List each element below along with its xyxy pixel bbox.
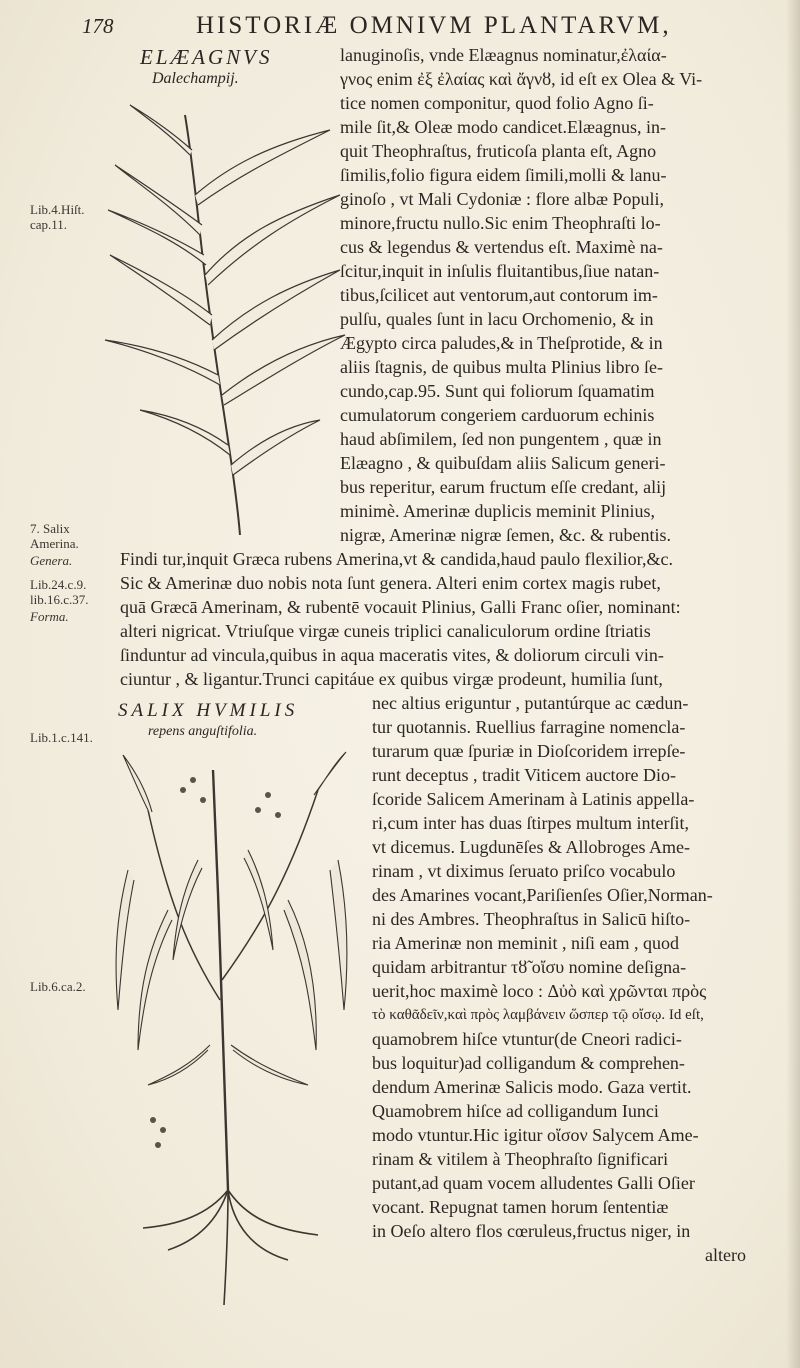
text-line: ginoſo , vt Mali Cydoniæ : flore albæ Populi, [340,189,664,209]
margin-note-salix: 7. Salix [30,521,70,536]
text-line: vocant. Repugnat tamen horum ſententiæ [372,1197,669,1217]
text-line: minore,fructu nullo.Sic enim Theophraſti lo- [340,213,661,233]
text-line: alteri nigricat. Vtriuſque virgæ cuneis triplici canaliculorum ordine ſtriatis [120,621,651,641]
text-line: cumulatorum congeriem carduorum echinis [340,405,655,425]
figure-title-elaeagnus: ELÆAGNVS [140,45,273,69]
text-line: pulſu, quales ſunt in lacu Orchomenio, & in [340,309,654,329]
page-number: 178 [82,14,114,38]
margin-note-genera: Genera. [30,553,73,568]
text-line: haud abſimilem, ſed non pungentem , quæ in [340,429,662,449]
text-line: bus reperitur, earum fructum eſſe credant, alij [340,477,667,497]
text-line: nec altius eriguntur , putantúrque ac cædun- [372,693,689,713]
text-line: aliis ſtagnis, de quibus multa Plinius libro ſe- [340,357,663,377]
margin-note-cap11: cap.11. [30,217,68,232]
text-line: ſimilis,folio figura eidem ſimili,molli & lanu- [340,165,667,185]
figure-subtitle-elaeagnus: Dalechampij. [152,70,239,87]
page-header [0,12,800,44]
margin-note-lib16: lib.16.c.37. [30,592,89,607]
text-line: turarum quæ ſpuriæ in Dioſcoridem irrepſe- [372,741,686,761]
text-line: Elæagno , & quibuſdam aliis Salicum generi- [340,453,666,473]
text-line: nigræ, Amerinæ nigræ ſemen, &c. & rubentis. [340,525,671,545]
roots [143,1190,318,1305]
text-line: ria Amerinæ non meminit , niſi eam , quod [372,933,679,953]
text-line: ni des Ambres. Theophraſtus in Salicū hiſto- [372,909,691,929]
text-line: modo vtuntur.Hic igitur οἴσον Salycem Ame- [372,1125,699,1145]
text-line: mile ſit,& Oleæ modo candicet.Elæagnus, in- [340,117,666,137]
catchword: altero [705,1245,746,1265]
trunk [213,770,228,1190]
text-line: γνος enim ἐξ ἐλαίας καὶ ἄγνȣ, id eſt ex Olea & Vi- [340,69,703,89]
text-line: tice nomen componitur, quod folio Agno ſi- [340,93,654,113]
margin-note-lib4: Lib.4.Hiſt. [30,202,85,217]
text-line: minimè. Amerinæ duplicis meminit Plinius, [340,501,655,521]
margin-note-amerina: Amerina. [30,536,79,551]
text-line: dendum Amerinæ Salicis modo. Gaza vertit. [372,1077,692,1097]
margin-note-lib24: Lib.24.c.9. [30,577,87,592]
text-line: bus loquitur)ad colligandum & comprehen- [372,1053,685,1073]
text-line: τὸ καθᾶδεῖν,καὶ πρὸς λαμβάνειν ὥσπερ τῷ οἴσῳ. Id eſt, [372,1007,704,1023]
text-line: vt dicemus. Lugdunēſes & Allobroges Ame- [372,837,690,857]
running-head: HISTORIÆ OMNIVM PLANTARVM, [196,12,672,39]
figure-title-salix: SALIX HVMILIS [118,700,299,721]
text-line: Sic & Amerinæ duo nobis nota ſunt genera. Alteri enim cortex magis rubet, [120,573,661,593]
text-line: uerit,hoc maximè loco : Δὐὸ καὶ χρῶνται πρὸς [372,981,707,1001]
text-line: des Amarines vocant,Pariſienſes Oſier,Norman- [372,885,713,905]
text-line: Quamobrem hiſce ad colligandum Iunci [372,1101,659,1121]
text-line: quamobrem hiſce vtuntur(de Cneori radici- [372,1029,682,1049]
margin-note-lib6: Lib.6.ca.2. [30,979,86,994]
elaeagnus-illustration [100,95,350,535]
text-line: quit Theophraſtus, fruticoſa planta eſt, Agno [340,141,657,161]
text-line: cus & legendus & vertendus eſt. Maximè na- [340,237,663,257]
text-line: tibus,ſcilicet aut ventorum,aut contorum im- [340,285,658,305]
text-line: rinam & vitilem à Theophraſto ſignificari [372,1149,669,1169]
margin-note-lib1: Lib.1.c.141. [30,730,93,745]
text-line: ſinduntur ad vincula,quibus in aqua maceratis vites, & doliorum circuli vin- [120,645,664,665]
salix-illustration [108,750,358,1310]
text-line: Findi tur,inquit Græca rubens Amerina,vt & candida,haud paulo flexilior,&c. [120,549,673,569]
text-line: ciuntur , & ligantur.Trunci capitáue ex quibus virgæ prodeunt, humilia ſunt, [120,669,663,689]
text-line: ri,cum inter has duas ſtirpes multum interſit, [372,813,689,833]
text-line: cundo,cap.95. Sunt qui foliorum ſquamatim [340,381,655,401]
text-line: ſcoride Salicem Amerinam à Latinis appella- [372,789,695,809]
text-line: runt deceptus , tradit Viticem auctore Dio- [372,765,676,785]
text-line: rinam , vt diximus ſeruato priſco vocabulo [372,861,676,881]
text-line: putant,ad quam vocem alludentes Galli Oſier [372,1173,695,1193]
margin-note-forma: Forma. [30,609,69,624]
text-line: quidam arbitrantur τȣ̃ οἴσυ nomine deſigna- [372,957,687,977]
figure-subtitle-salix: repens anguſtifolia. [148,724,258,739]
text-line: Ægypto circa paludes,& in Theſprotide, & in [340,333,663,353]
text-line: lanuginoſis, vnde Elæagnus nominatur,ἐλαία- [340,45,667,65]
text-line: ſcitur,inquit in inſulis fluitantibus,ſiue natan- [340,261,660,281]
text-line: tur quotannis. Ruellius farragine nomencla- [372,717,686,737]
page-edge-shadow [786,0,800,1368]
text-line: in Oeſo altero flos cœruleus,fructus niger, in [372,1221,691,1241]
text-line: quā Græcā Amerinam, & rubentē vocauit Plinius, Galli Franc oſier, nominant: [120,597,681,617]
